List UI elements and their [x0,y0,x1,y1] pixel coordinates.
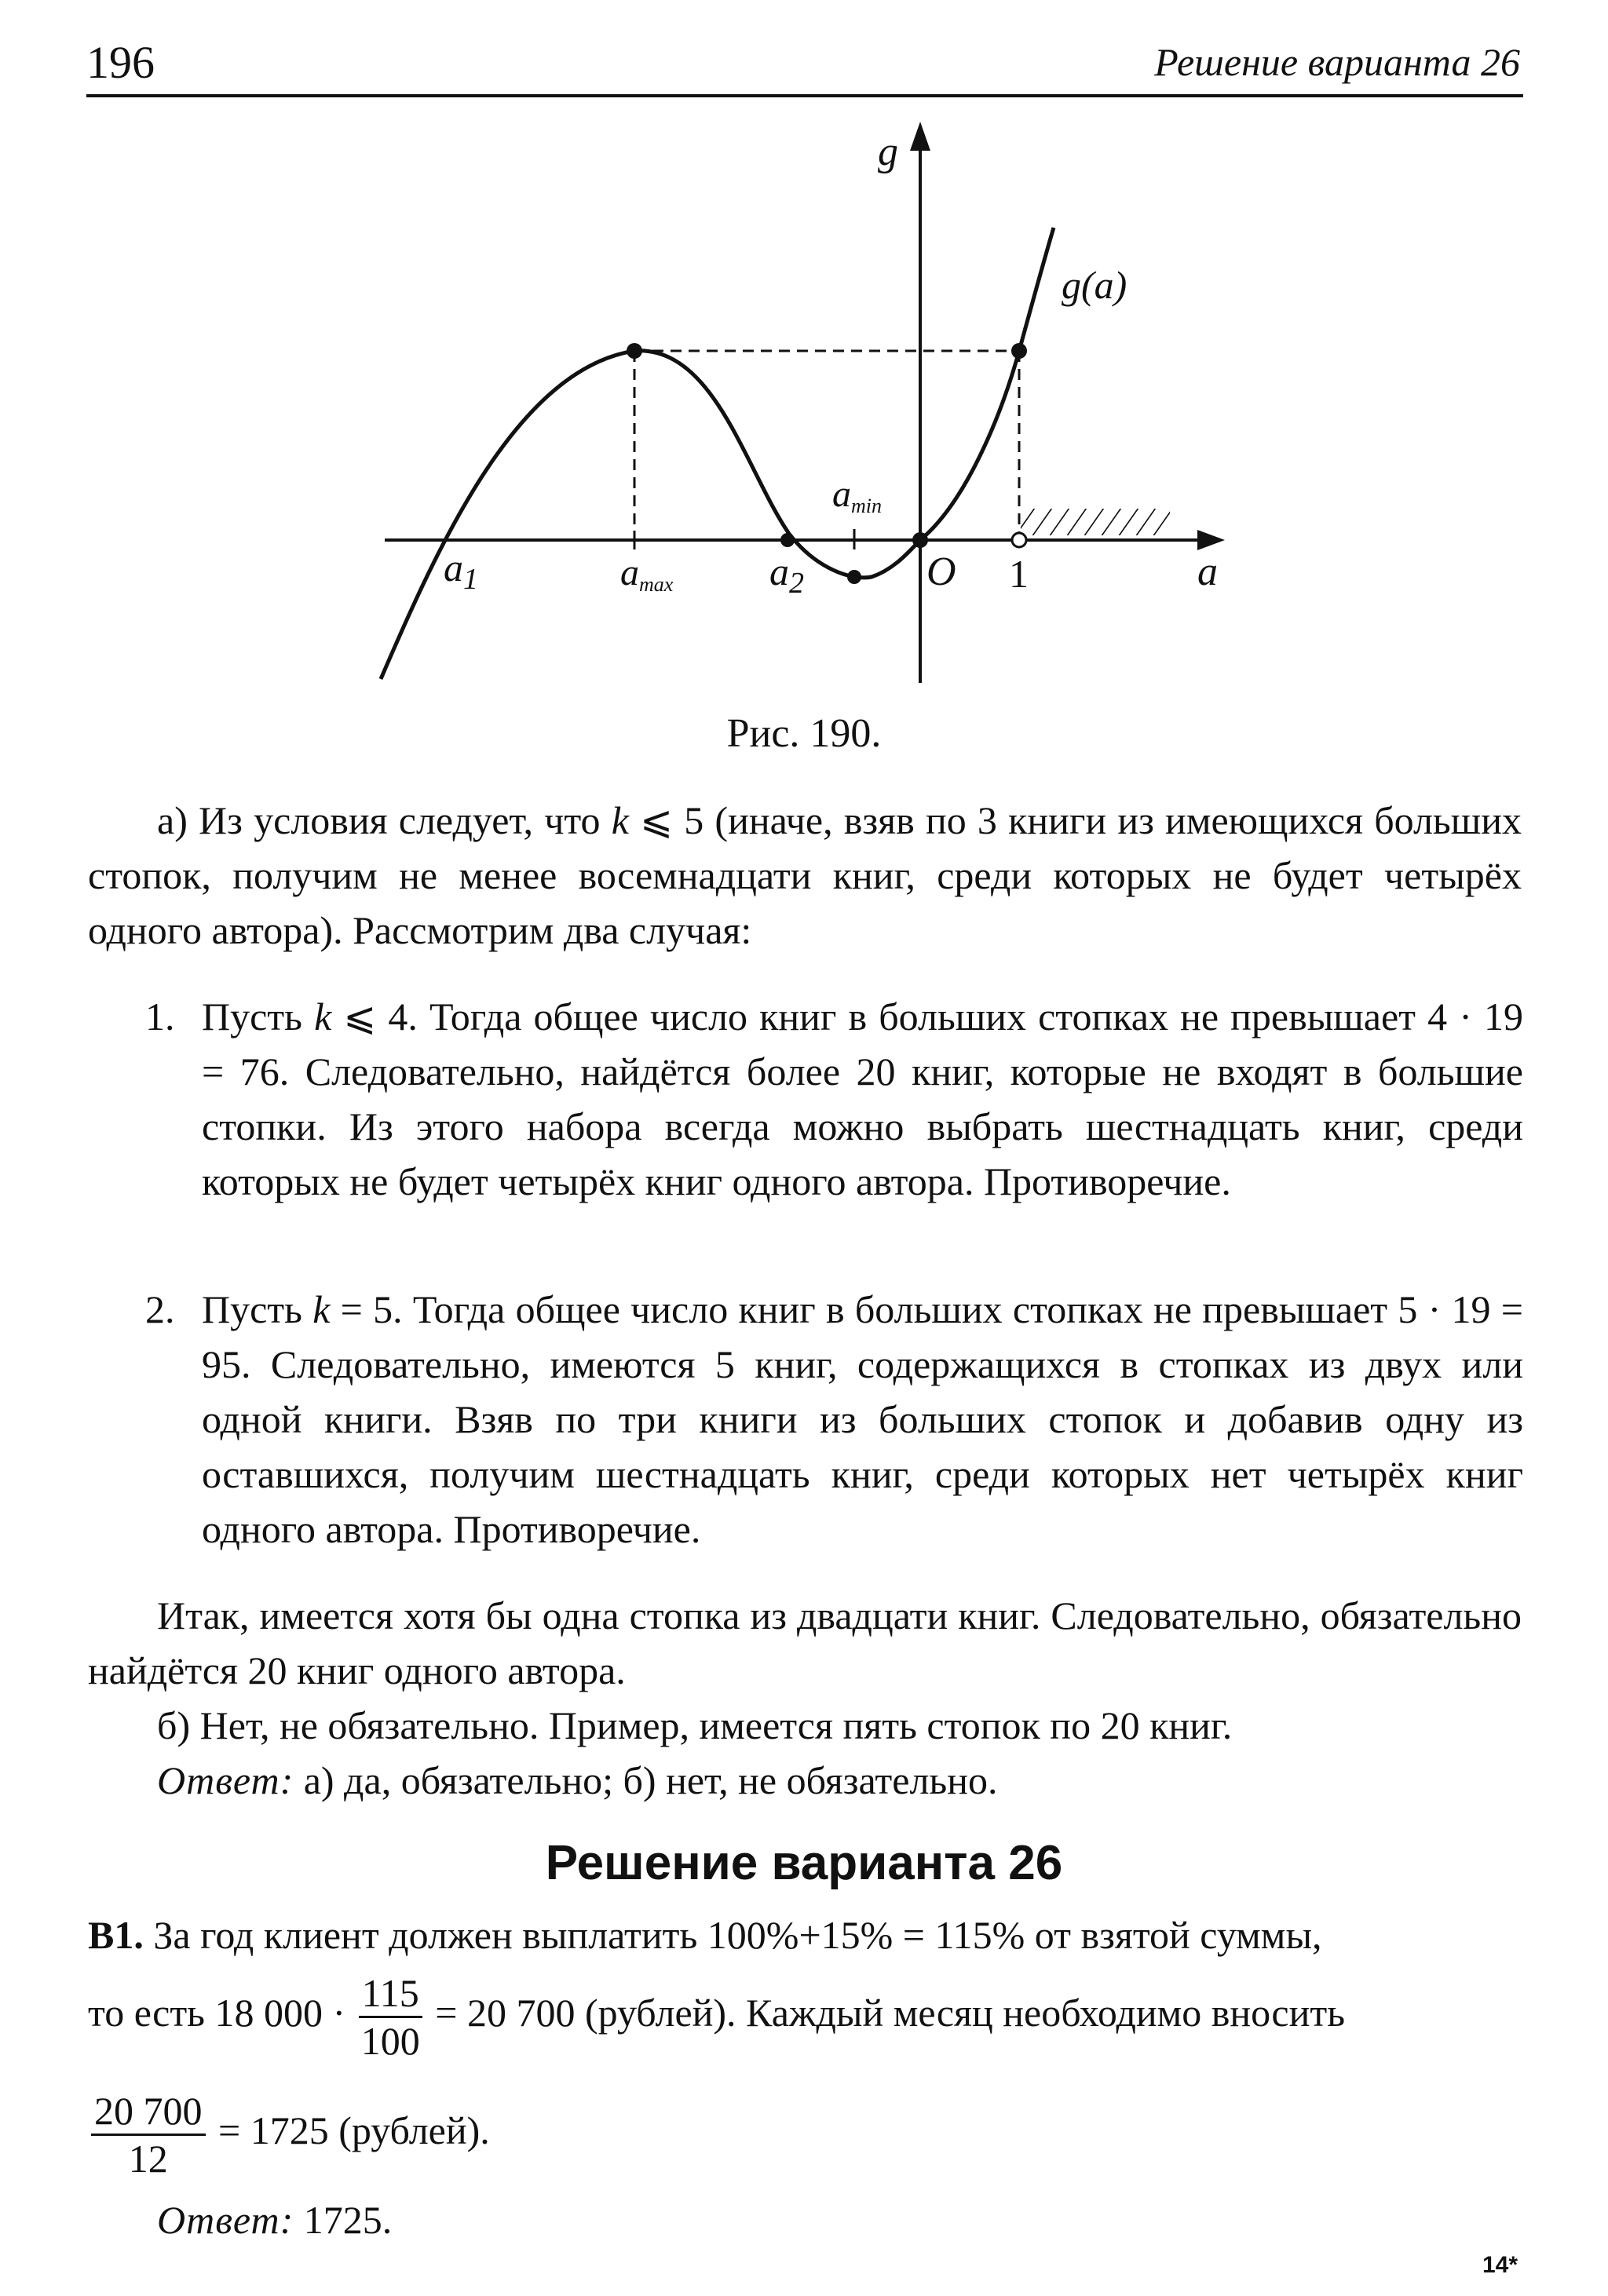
item-number: 1. [145,995,175,1038]
b1-line-2: то есть 18 000 · $\frac{115}{100}$ = 20 700 (рублей). Каждый месяц необходимо вносить [88,1971,1345,2063]
b1-line-1: B1. За год клиент должен выплатить 100%+15% = 115% от взятой суммы, [88,1913,1322,1957]
header-rule [86,94,1523,97]
list-item-2: 2. Пусть k = 5. Тогда общее число книг в больших стопках не превышает 5 · 19 = 95. Следовательно, имеются 5 книг, содержащихся в стопках из двух или одной книги. Взяв по три книги из больших стопок и добавив одну из оставшихся, получим шестнадцать книг, среди которых нет четырёх книг одного автора. Противоречие. [145,1282,1523,1557]
answer-2: Ответ: 1725. [157,2198,393,2242]
fraction-115-100: $\frac{115}{100}$ [359,1970,422,2064]
g-axis-label: g [878,130,898,174]
hatched-region [1021,509,1170,535]
item-number: 2. [145,1287,175,1331]
label-a1: $a_1$ [444,546,478,596]
paragraph-conclusion: Итак, имеется хотя бы одна стопка из двадцати книг. Следовательно, обязательно найдётся 20 книг одного автора. [88,1593,1522,1692]
section-heading: Решение варианта 26 [545,1836,1063,1890]
point-max [627,343,642,359]
paragraph-part-a: а) Из условия следует, что k ⩽ 5 (иначе, взяв по 3 книги из имеющихся больших стопок, получим не менее восемнадцати книг, среди которых не будет четырёх одного автора). Рассмотрим два случая: [88,798,1522,952]
point-origin [912,532,928,548]
curve-label: g(a) [1062,263,1127,307]
point-a2 [780,533,795,547]
a-axis-label: a [1197,549,1218,594]
g-axis-arrow [910,122,930,151]
running-title: Решение варианта 26 [1154,40,1520,84]
label-origin: O [926,549,956,594]
label-amin: amin [832,473,882,517]
label-a2: $a_2$ [769,549,804,600]
point-min [847,570,861,584]
figure-caption: Рис. 190. [726,711,882,756]
a-axis-arrow [1197,530,1225,550]
signature-mark: 14* [1482,2252,1518,2278]
label-one: 1 [1009,552,1029,596]
curve-g [381,228,1054,679]
paragraph-part-b: б) Нет, не обязательно. Пример, имеется пять стопок по 20 книг. [157,1703,1233,1747]
label-amax: amax [620,552,674,596]
graph-figure [0,110,1608,691]
fraction-20700-12: $\frac{20 700}{12}$ [91,2088,206,2181]
list-item-1: 1. Пусть k ⩽ 4. Тогда общее число книг в больших стопках не превышает 4 · 19 = 76. Следовательно, найдётся более 20 книг, которые не входят в большие стопки. Из этого набора всегда можно выбрать шестнадцать книг, среди которых не будет четырёх книг одного автора. Противоречие. [145,989,1523,1209]
point-g1 [1011,343,1027,359]
page-number: 196 [86,37,155,88]
b1-line-3: $\frac{20 700}{12}$ = 1725 (рублей). [88,2088,1522,2181]
point-one-open [1012,533,1026,547]
answer-1: Ответ: а) да, обязательно; б) нет, не обязательно. [157,1758,998,1802]
